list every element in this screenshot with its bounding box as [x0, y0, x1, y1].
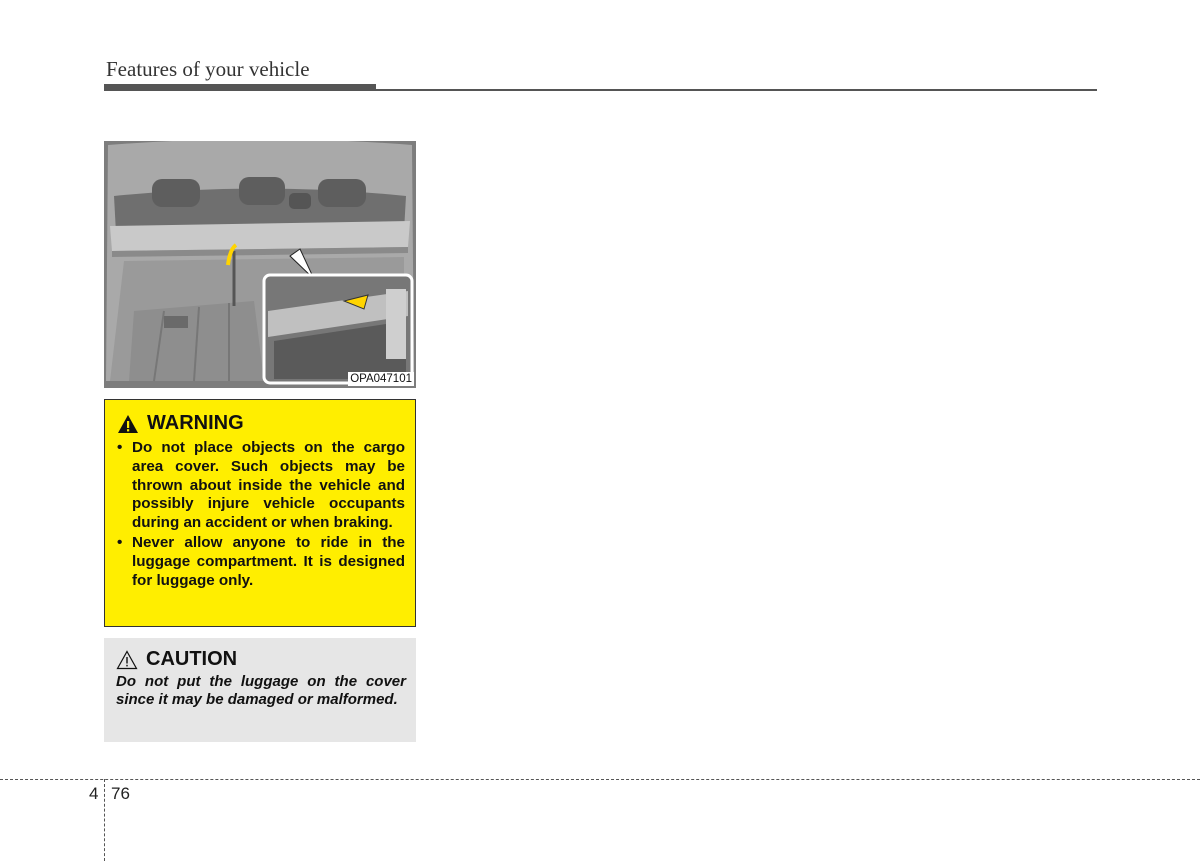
- cargo-area-photo: [104, 141, 416, 388]
- page-header-title: Features of your vehicle: [106, 57, 310, 81]
- footer-rule: [0, 779, 1200, 780]
- cargo-illustration: [104, 141, 416, 388]
- warning-triangle-filled-icon: [117, 414, 139, 434]
- warning-triangle-outline-icon: [116, 650, 138, 670]
- caution-text: Do not put the luggage on the cover since it may be damaged or malformed.: [116, 673, 406, 709]
- page-number: 76: [111, 784, 130, 803]
- warning-item: • Never allow anyone to ride in the luggage compartment. It is designed for luggage only.: [115, 534, 405, 590]
- figure-code: OPA047101: [350, 373, 412, 385]
- caution-heading: [116, 648, 406, 671]
- header-rule: [104, 89, 1097, 91]
- chapter-number: 4: [89, 784, 99, 803]
- caution-title: CAUTION: [146, 648, 238, 670]
- caution-box: [104, 638, 416, 742]
- warning-title: WARNING: [147, 412, 244, 434]
- footer-divider: [104, 779, 105, 861]
- warning-item: • Do not place objects on the cargo area cover. Such objects may be thrown about inside the vehicle and possibly injure vehicle occupants during an accident or when braking.: [115, 439, 405, 533]
- warning-heading: [117, 412, 405, 435]
- warning-list: [115, 439, 405, 590]
- warning-box: [104, 399, 416, 627]
